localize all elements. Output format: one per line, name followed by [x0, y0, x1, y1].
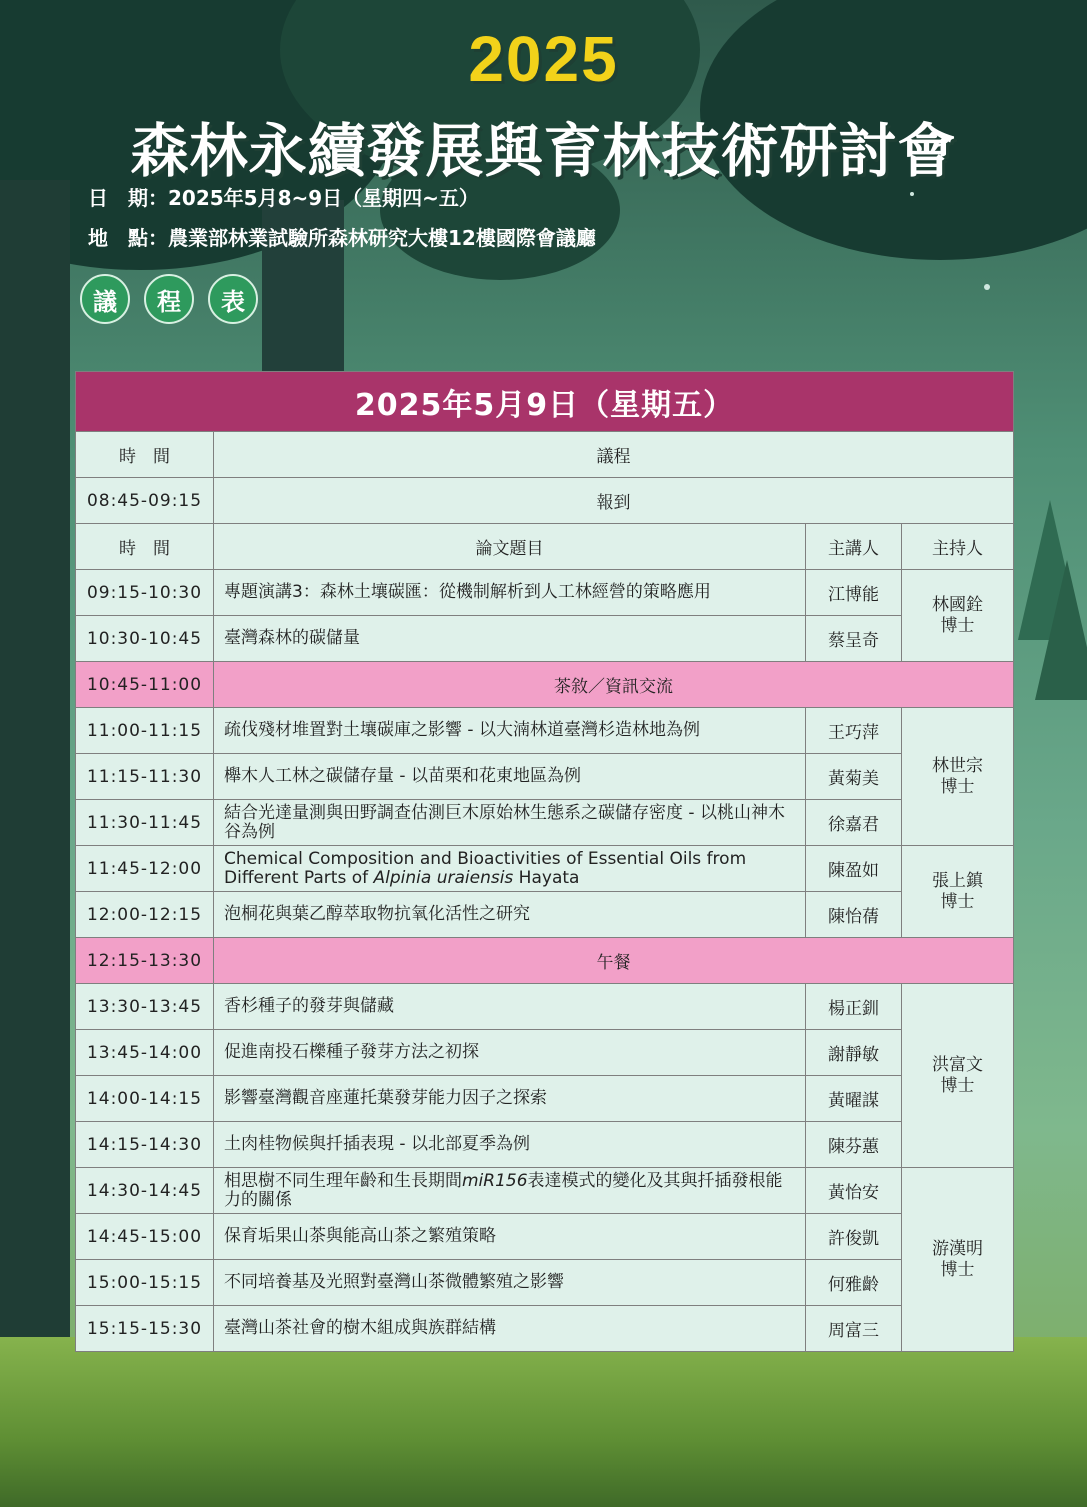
session-speaker: 黃怡安 [806, 1168, 902, 1214]
table-row [76, 1214, 1014, 1260]
table-row [76, 616, 1014, 662]
session-topic: 泡桐花與葉乙醇萃取物抗氧化活性之研究 [214, 892, 806, 938]
moderator-column-header: 主持人 [902, 524, 1014, 570]
session-topic: 臺灣森林的碳儲量 [214, 616, 806, 662]
speaker-column-header: 主講人 [806, 524, 902, 570]
session-topic [214, 846, 806, 892]
session-time: 15:00-15:15 [76, 1260, 214, 1306]
date-value: 2025年5月8~9日（星期四~五） [168, 186, 479, 210]
topic-text: 相思樹不同生理年齡和生長期間 [224, 1170, 462, 1191]
session-topic: 土肉桂物候與扦插表現 - 以北部夏季為例 [214, 1122, 806, 1168]
table-row [76, 1306, 1014, 1352]
break-row [76, 938, 1014, 984]
topic-text: Chemical Composition and Bioactivities of Essential Oils from Different Parts of [224, 848, 747, 888]
session-topic: 專題演講3：森林土壤碳匯：從機制解析到人工林經營的策略應用 [214, 570, 806, 616]
agenda-date-title: 2025年5月9日（星期五） [76, 372, 1014, 432]
session-moderator: 林世宗 博士 [902, 708, 1014, 846]
checkin-time: 08:45-09:15 [76, 478, 214, 524]
session-speaker: 黃菊美 [806, 754, 902, 800]
session-topic: 影響臺灣觀音座蓮托葉發芽能力因子之探索 [214, 1076, 806, 1122]
session-speaker: 謝靜敏 [806, 1030, 902, 1076]
agenda-table [75, 371, 1014, 1352]
table-row [76, 708, 1014, 754]
session-speaker: 周富三 [806, 1306, 902, 1352]
session-topic: 疏伐殘材堆置對土壤碳庫之影響 - 以大湳林道臺灣杉造林地為例 [214, 708, 806, 754]
topic-text: 表達模式的變化及其與扦插發根能力的關係 [224, 1170, 783, 1210]
table-row [76, 1168, 1014, 1214]
session-speaker: 王巧萍 [806, 708, 902, 754]
badge-cheng: 程 [144, 274, 194, 324]
session-topic: 櫸木人工林之碳儲存量 - 以苗栗和花東地區為例 [214, 754, 806, 800]
session-topic: 香杉種子的發芽與儲藏 [214, 984, 806, 1030]
session-moderator: 林國銓 博士 [902, 570, 1014, 662]
session-time: 11:15-11:30 [76, 754, 214, 800]
session-time: 14:15-14:30 [76, 1122, 214, 1168]
date-label: 日 期： [88, 186, 168, 210]
session-time: 14:00-14:15 [76, 1076, 214, 1122]
session-topic: 臺灣山茶社會的樹木組成與族群結構 [214, 1306, 806, 1352]
table-row [76, 984, 1014, 1030]
session-time: 13:30-13:45 [76, 984, 214, 1030]
session-time: 11:30-11:45 [76, 800, 214, 846]
break-label: 午餐 [214, 938, 1014, 984]
session-speaker: 何雅齡 [806, 1260, 902, 1306]
topic-column-header: 論文題目 [214, 524, 806, 570]
event-title: 森林永續發展與育林技術研討會 [130, 117, 957, 185]
break-time: 12:15-13:30 [76, 938, 214, 984]
table-row [76, 800, 1014, 846]
session-moderator: 游漢明 博士 [902, 1168, 1014, 1352]
agenda-badges [80, 274, 258, 324]
gene-name: miR156 [462, 1170, 528, 1191]
session-time: 13:45-14:00 [76, 1030, 214, 1076]
table-row [76, 754, 1014, 800]
species-name: Alpinia uraiensis [373, 867, 514, 888]
session-moderator: 張上鎮 博士 [902, 846, 1014, 938]
session-time: 12:00-12:15 [76, 892, 214, 938]
session-topic: 促進南投石櫟種子發芽方法之初探 [214, 1030, 806, 1076]
break-row [76, 662, 1014, 708]
event-year: 2025 [468, 23, 619, 95]
time-column-header: 時 間 [76, 432, 214, 478]
venue-value: 農業部林業試驗所森林研究大樓12樓國際會議廳 [168, 226, 596, 250]
program-column-header: 議程 [214, 432, 1014, 478]
checkin-label: 報到 [214, 478, 1014, 524]
event-date [88, 182, 479, 211]
session-speaker: 陳芬蕙 [806, 1122, 902, 1168]
table-row [76, 1122, 1014, 1168]
time-column-header-2: 時 間 [76, 524, 214, 570]
session-time: 11:00-11:15 [76, 708, 214, 754]
topic-text: Hayata [513, 867, 580, 888]
session-time: 14:30-14:45 [76, 1168, 214, 1214]
session-time: 11:45-12:00 [76, 846, 214, 892]
session-topic [214, 1168, 806, 1214]
table-row [76, 570, 1014, 616]
session-time: 15:15-15:30 [76, 1306, 214, 1352]
venue-label: 地 點： [88, 226, 168, 250]
table-row [76, 1030, 1014, 1076]
session-speaker: 蔡呈奇 [806, 616, 902, 662]
badge-yi: 議 [80, 274, 130, 324]
table-row [76, 892, 1014, 938]
session-speaker: 陳怡蒨 [806, 892, 902, 938]
table-row [76, 1260, 1014, 1306]
badge-biao: 表 [208, 274, 258, 324]
break-label: 茶敘／資訊交流 [214, 662, 1014, 708]
break-time: 10:45-11:00 [76, 662, 214, 708]
session-speaker: 江博能 [806, 570, 902, 616]
session-topic: 結合光達量測與田野調查估測巨木原始林生態系之碳儲存密度 - 以桃山神木谷為例 [214, 800, 806, 846]
event-venue [88, 222, 596, 251]
session-speaker: 徐嘉君 [806, 800, 902, 846]
session-moderator: 洪富文 博士 [902, 984, 1014, 1168]
table-row [76, 846, 1014, 892]
session-topic: 不同培養基及光照對臺灣山茶微體繁殖之影響 [214, 1260, 806, 1306]
session-topic: 保育垢果山茶與能高山茶之繁殖策略 [214, 1214, 806, 1260]
session-time: 09:15-10:30 [76, 570, 214, 616]
table-row [76, 1076, 1014, 1122]
session-speaker: 陳盈如 [806, 846, 902, 892]
session-speaker: 楊正釧 [806, 984, 902, 1030]
session-time: 14:45-15:00 [76, 1214, 214, 1260]
session-speaker: 黃曜謀 [806, 1076, 902, 1122]
session-time: 10:30-10:45 [76, 616, 214, 662]
session-speaker: 許俊凱 [806, 1214, 902, 1260]
